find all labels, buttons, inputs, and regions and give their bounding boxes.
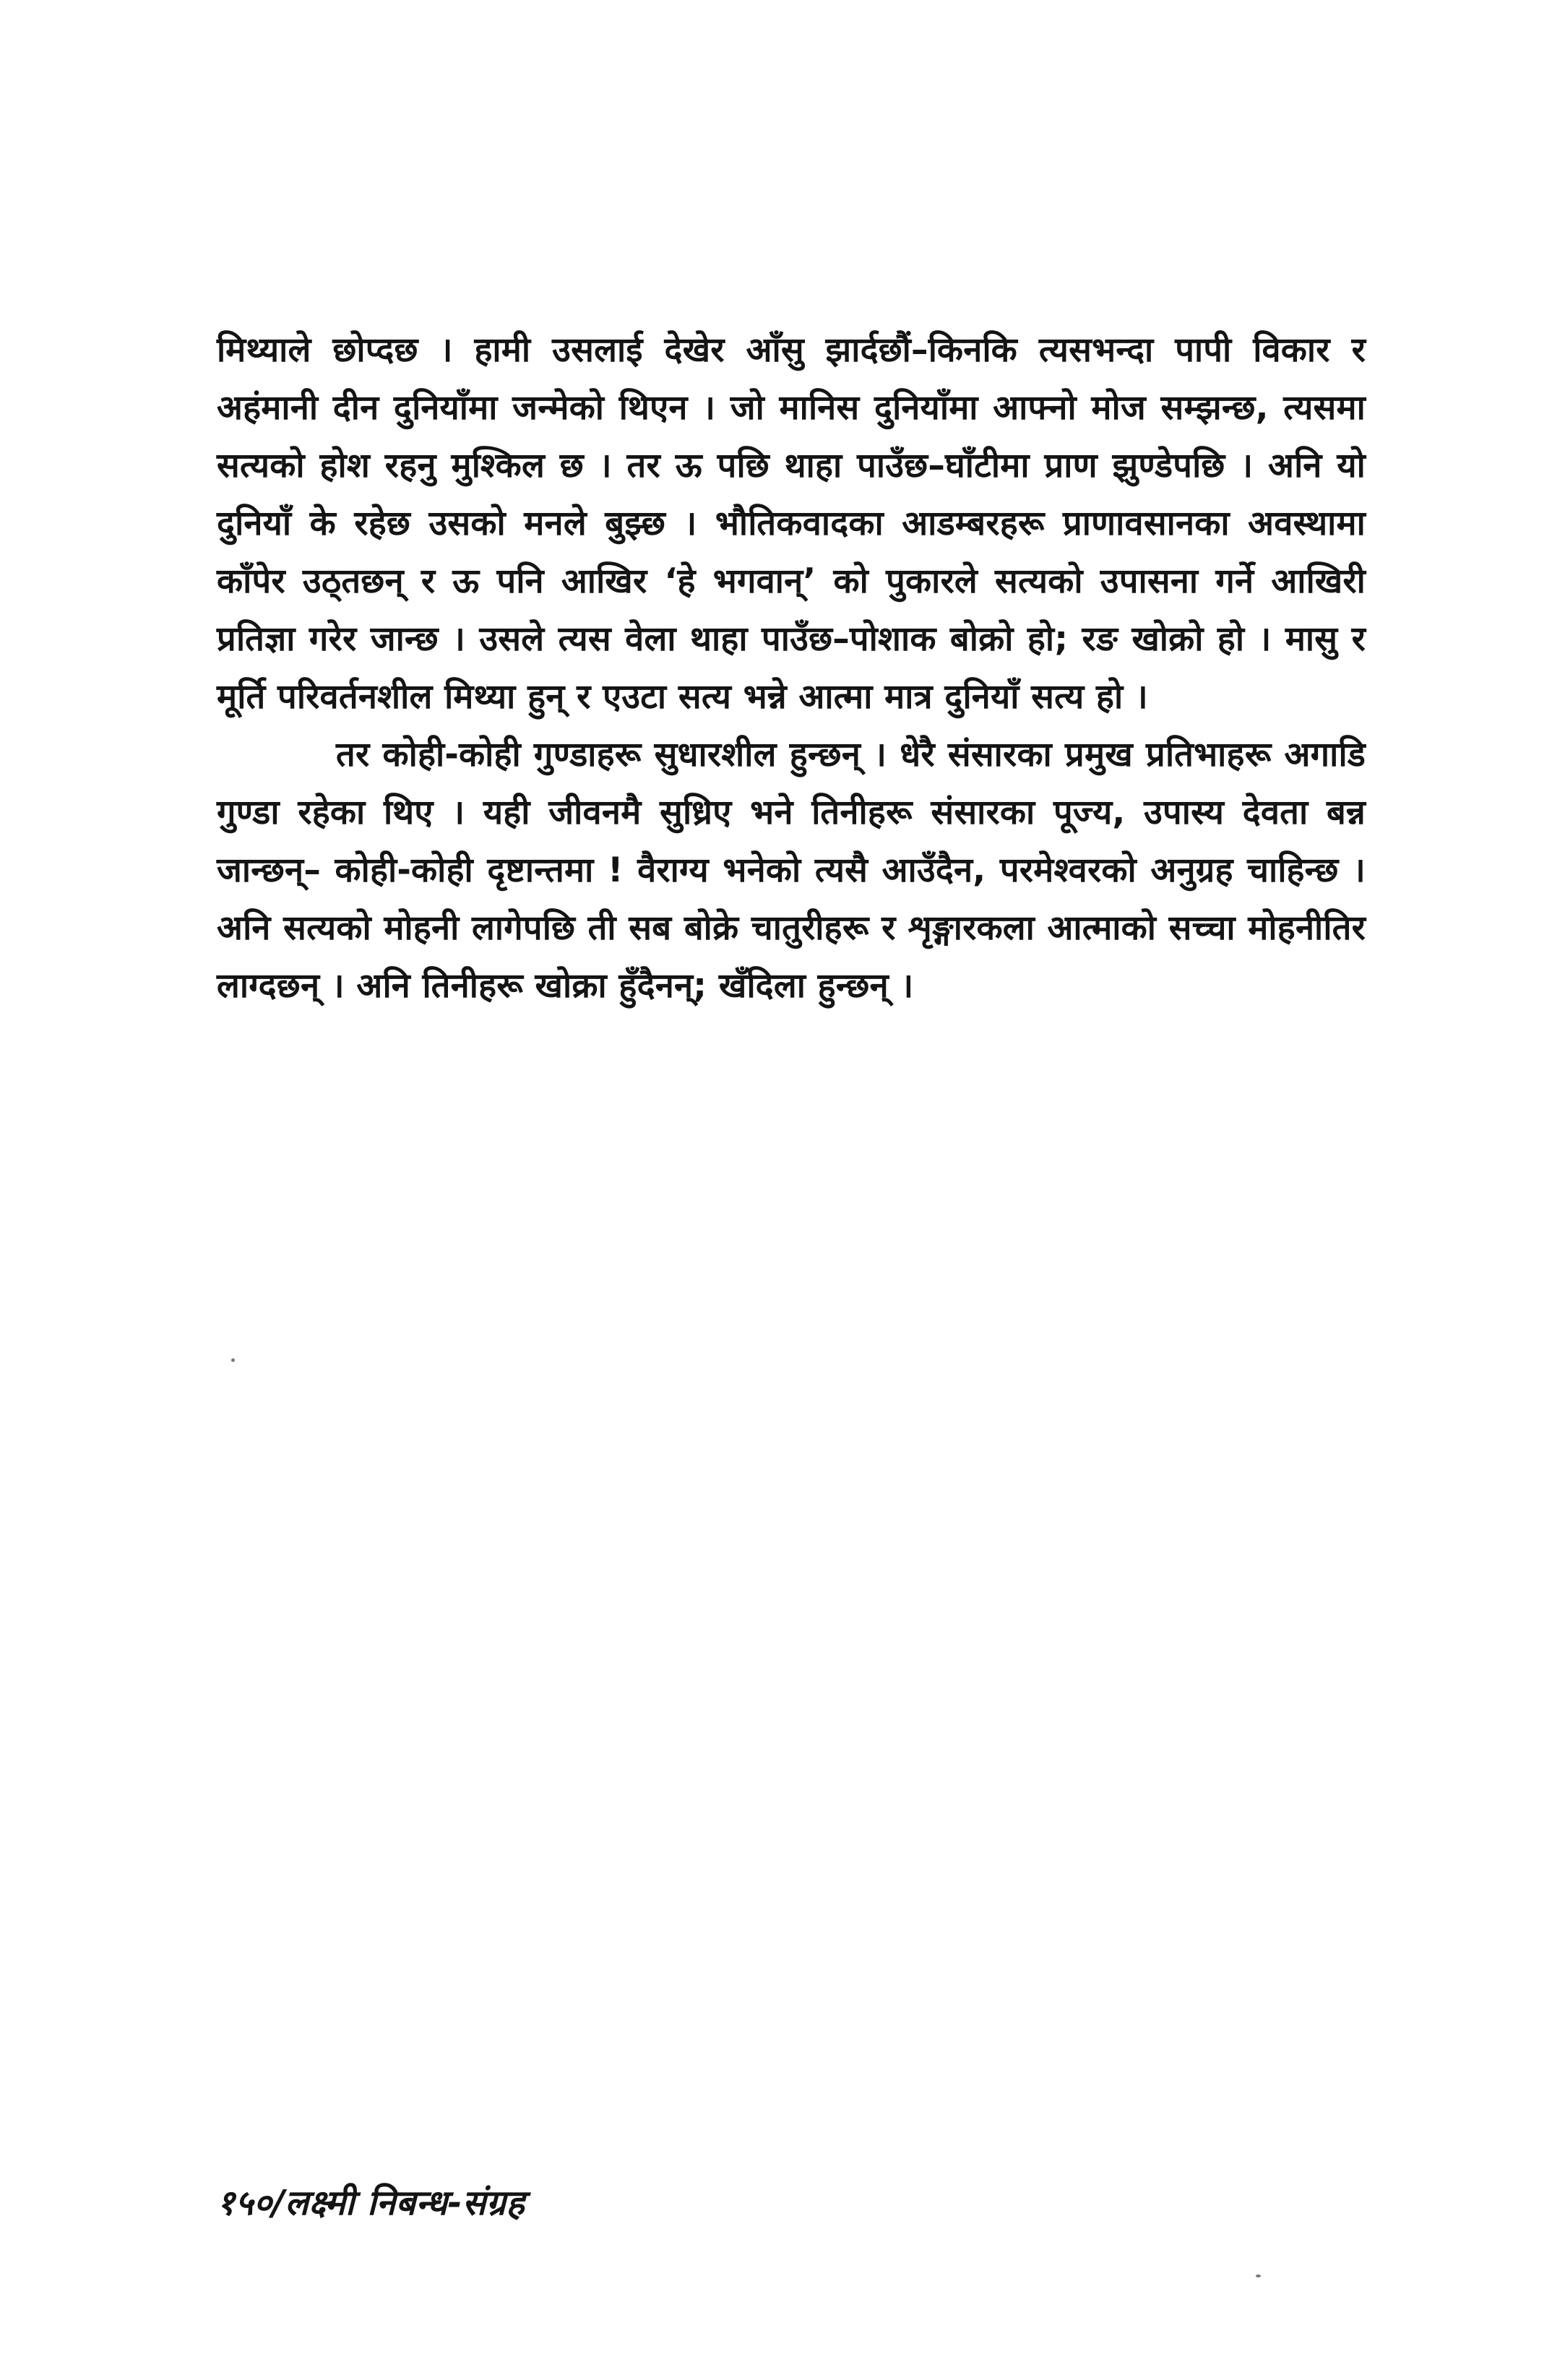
paragraph-2: तर कोही-कोही गुण्डाहरू सुधारशील हुन्छन् । धेरै संसारका प्रमुख प्रतिभाहरू अगाडि गुण्डा रहेका थिए । यही जीवनमै सुध्रिए भने तिनीहरू संसारका पूज्य, उपास्य देवता बन्न जान्छन्– कोही-कोही दृष्टान्तमा ! वैराग्य भनेको त्यसै आउँदैन, परमेश्वरको अनुग्रह चाहिन्छ । अनि सत्यको मोहनी लागेपछि ती सब बोक्रे चातुरीहरू र शृङ्गारकला आत्माको सच्चा मोहनीतिर लाग्दछन् । अनि तिनीहरू खोक्रा हुँदैनन्; खँदिला हुन्छन् । [217,735,1366,1006]
scan-speck [1256,2275,1261,2277]
body-text [217,322,1366,1015]
paragraph-1: मिथ्याले छोप्दछ । हामी उसलाई देखेर आँसु झार्दछौं–किनकि त्यसभन्दा पापी विकार र अहंमानी दीन दुनियाँमा जन्मेको थिएन । जो मानिस दुनियाँमा आफ्नो मोज सम्झन्छ, त्यसमा सत्यको होश रहनु मुश्किल छ । तर ऊ पछि थाहा पाउँछ–घाँटीमा प्राण झुण्डेपछि । अनि यो दुनियाँ के रहेछ उसको मनले बुझ्छ । भौतिकवादका आडम्बरहरू प्राणावसानका अवस्थामा काँपेर उठ्तछन् र ऊ पनि आखिर ‘हे भगवान्’ को पुकारले सत्यको उपासना गर्ने आखिरी प्रतिज्ञा गरेर जान्छ । उसले त्यस वेला थाहा पाउँछ–पोशाक बोक्रो हो; रङ खोक्रो हो । मासु र मूर्ति परिवर्तनशील मिथ्या हुन् र एउटा सत्य भन्ने आत्मा मात्र दुनियाँ सत्य हो । [217,330,1366,717]
page-footer: १५०/लक्ष्मी निबन्ध-संग्रह [217,2183,525,2223]
scan-speck [231,1358,235,1362]
